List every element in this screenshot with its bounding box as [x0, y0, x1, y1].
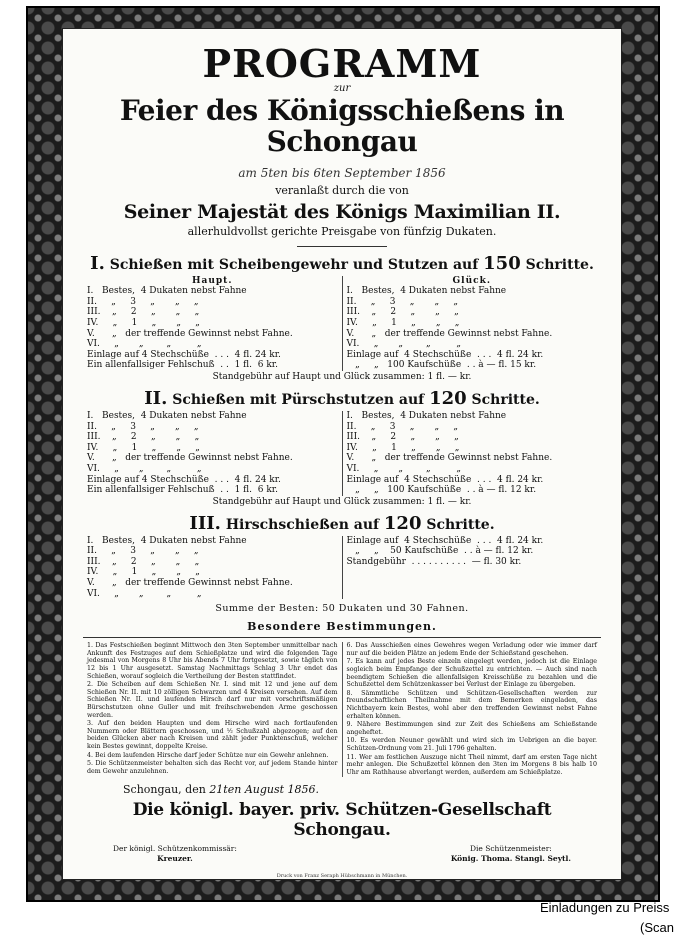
prize-row: II. „ 3 „ „ „	[346, 296, 459, 307]
divider	[297, 246, 387, 247]
rule-paragraph: 4. Bei dem laufenden Hirsche darf jeder Schütze nur ein Gewehr anlehnen.	[87, 751, 329, 759]
fee-row: Einlage auf 4 Stechschüße . . . 4 fl. 24 kr.	[346, 474, 544, 485]
prize-row: II. „ 3 „ „ „	[346, 421, 459, 432]
prize-row: III. „ 2 „ „ „	[346, 307, 459, 318]
fee-row: Ein allenfallsiger Fehlschuß . . 1 fl. 6 kr.	[87, 485, 278, 496]
preisgabe-line: allerhuldvollst gerichte Preisgabe von fünfzig Dukaten.	[187, 224, 497, 238]
prize-row: III. „ 2 „ „ „	[346, 432, 459, 443]
rule-paragraph: 7. Es kann auf jedes Beste einzeln eingelegt werden, jedoch ist die Einlage sogleich beim Empfange der Schußzettel zu entrichten. — Auch sind nach beendigtem Schießen die allenfallsigen Kreisschüße zu bezahlen und die Schußzettel dem Schützenkasser bei Verlust der Einlage zu übergeben.	[346, 658, 597, 689]
poster-title: PROGRAMM	[202, 41, 482, 86]
bestimmungen-left	[83, 642, 343, 777]
prize-row: III. „ 2 „ „ „	[87, 432, 200, 443]
hirsch-fees-column	[343, 536, 602, 600]
prize-row: V. „ der treffende Gewinnst nebst Fahne.	[87, 328, 293, 339]
fee-row: Standgebühr . . . . . . . . . . — fl. 30 kr.	[346, 556, 522, 567]
section2-table	[83, 411, 601, 496]
majestaet-heading: Seiner Majestät des Königs Maximilian II.	[123, 200, 561, 223]
rule-paragraph: 2. Die Scheiben auf dem Schießen Nr. I. sind mit 12 und jene auf dem Schießen Nr. II. mit 10 zölligen Schwarzen und 4 Kreisen versehen. Auf dem Schießen Nr. II. und laufenden Hirsch darf nur mit vorschriftsmäßigen Bürschstutzen ohne Guller und mit freihschwebenden Arme geschossen werden.	[87, 681, 338, 719]
fee-row: Einlage auf 4 Stechschüße . . . 4 fl. 24 kr.	[87, 474, 281, 485]
prize-row: I. Bestes, 4 Dukaten nebst Fahne	[87, 286, 247, 297]
prize-row: I. Bestes, 4 Dukaten nebst Fahne	[346, 286, 507, 297]
prize-row: V. „ der treffende Gewinnst nebst Fahne.	[87, 453, 293, 464]
handwritten-date-footer: 21ten August 1856.	[209, 783, 320, 797]
caption-line1: Einladungen zu Preiss	[540, 900, 670, 915]
rule-paragraph: 11. Wer am festlichen Auszuge nicht Theil nimmt, darf am ersten Tage nicht mehr anlegen. Die Schußzettel können den 3ten im Morgens 8 bis halb 10 Uhr am Rathhause abverlangt werden, außerdem am Schießplatze.	[346, 753, 597, 776]
prize-row: IV. „ 1 „ „ „	[346, 317, 460, 328]
rule-paragraph: 1. Das Festschießen beginnt Mittwoch den 3ten September unmittelbar nach Ankunft des Festzuges auf dem Schießplatze und wird die folgenden Tage jedesmal von Morgens 8 Uhr bis Abends 7 Uhr fortgesetzt, sowie täglich von 12 bis 1 Uhr ausgesetzt. Samstag Nachmittags Schlag 3 Uhr endet das Schießen, worauf sogleich die Vertheilung der Besten stattfindet.	[87, 642, 338, 680]
section1-total: Standgebühr auf Haupt und Glück zusammen: 1 fl. — kr.	[212, 371, 472, 382]
section1-title: I. Schießen mit Scheibengewehr und Stutzen auf 150 Schritte.	[90, 252, 594, 274]
glueck-heading: Glück.	[452, 275, 491, 286]
rule-paragraph: 6. Das Ausschießen eines Gewehres wegen Verladung oder wie immer darf nur auf die beiden Plätze an jedem Ende der Schießstand geschehen.	[346, 642, 597, 657]
signature-right: Die Schützenmeister: König. Thoma. Stangl. Seytl.	[450, 844, 571, 864]
rule-paragraph: 10. Es werden Neuner gewählt und wird sich im Uebrigen an die bayer. Schützen-Ordnung vom 21. Juli 1796 gehalten.	[346, 737, 597, 752]
prize-row: III. „ 2 „ „ „	[87, 307, 200, 318]
prize-row: IV. „ 1 „ „ „	[87, 567, 200, 578]
bestimmungen-right	[343, 642, 602, 777]
signature-left: Der königl. Schützenkommissär: Kreuzer.	[113, 844, 237, 864]
signatures	[83, 844, 601, 863]
haupt-column	[83, 411, 343, 496]
prize-row: VI. „ „ „ „	[346, 339, 462, 350]
haupt-heading: Haupt.	[192, 275, 233, 286]
fee-row: Einlage auf 4 Stechschüße . . . 4 fl. 24 kr.	[346, 535, 544, 546]
place-date: Schongau, den 21ten August 1856.	[123, 783, 320, 797]
caption-line2: (Scan	[640, 920, 674, 935]
poster-sheet	[62, 28, 622, 880]
prize-row: VI. „ „ „ „	[87, 339, 202, 350]
zur-line: zur	[333, 83, 351, 94]
glueck-column	[343, 276, 602, 371]
prize-row: I. Bestes, 4 Dukaten nebst Fahne	[87, 410, 247, 421]
section2-title: II. Schießen mit Pürschstutzen auf 120 Schritte.	[144, 387, 540, 409]
haupt-column	[83, 276, 343, 371]
hirsch-prizes-column	[83, 536, 343, 600]
prize-row: V. „ der treffende Gewinnst nebst Fahne.	[346, 328, 553, 339]
prize-row: IV. „ 1 „ „ „	[87, 442, 200, 453]
bestimmungen-body	[83, 642, 601, 777]
prize-row: I. Bestes, 4 Dukaten nebst Fahne	[346, 410, 507, 421]
section3-title: III. Hirschschießen auf 120 Schritte.	[189, 512, 495, 534]
gesellschaft-name: Die königl. bayer. priv. Schützen-Gesellschaft Schongau.	[132, 800, 552, 841]
section2-total: Standgebühr auf Haupt und Glück zusammen: 1 fl. — kr.	[212, 496, 472, 507]
prize-row: I. Bestes, 4 Dukaten nebst Fahne	[87, 535, 247, 546]
section3-table	[83, 536, 601, 600]
glueck-column	[343, 411, 602, 496]
fee-row: Einlage auf 4 Stechschüße . . . 4 fl. 24 kr.	[87, 349, 281, 360]
summe-line: Summe der Besten: 50 Dukaten und 30 Fahnen.	[215, 603, 469, 615]
prize-row: IV. „ 1 „ „ „	[346, 442, 460, 453]
handwritten-date: am 5ten bis 6ten September 1856	[238, 165, 446, 180]
rule-paragraph: 9. Nähere Bestimmungen sind zur Zeit des Schießens am Schießstande angeheftet.	[346, 721, 597, 736]
veranlasst-line: veranlaßt durch die von	[275, 183, 409, 197]
bestimmungen-title: Besondere Bestimmungen.	[247, 620, 437, 634]
prize-row: V. „ der treffende Gewinnst nebst Fahne.	[87, 578, 293, 589]
prize-row: II. „ 3 „ „ „	[87, 296, 199, 307]
prize-row: II. „ 3 „ „ „	[87, 421, 199, 432]
prize-row: IV. „ 1 „ „ „	[87, 317, 200, 328]
printer-imprint: Druck von Franz Seraph Hübschmann in München.	[276, 873, 408, 880]
section1-table	[83, 276, 601, 371]
fee-row: „ „ 100 Kaufschüße . . à — fl. 12 kr.	[346, 485, 537, 496]
prize-row: III. „ 2 „ „ „	[87, 556, 200, 567]
fee-row: „ „ 100 Kaufschüße . . à — fl. 15 kr.	[346, 360, 537, 371]
fee-row: „ „ 50 Kaufschüße . . à — fl. 12 kr.	[346, 546, 534, 557]
feier-heading: Feier des Königsschießens in Schongau	[119, 94, 565, 158]
rule-paragraph: 5. Die Schützenmeister behalten sich das Recht vor, auf jedem Stande hinter dem Gewehr anzulehnen.	[87, 760, 338, 775]
prize-row: VI. „ „ „ „	[87, 588, 202, 599]
prize-row: V. „ der treffende Gewinnst nebst Fahne.	[346, 453, 553, 464]
prize-row: VI. „ „ „ „	[346, 463, 462, 474]
rule-paragraph: 3. Auf den beiden Haupten und dem Hirsche wird nach fortlaufenden Nummern oder Blättern geschossen, und ½ Schußzahl abgezogen; auf den beiden Glücken aber nach Kreisen und zählt jeder Punktenschuß, welcher kein Bestes gewinnt, doppelte Kreise.	[87, 720, 338, 750]
rule-paragraph: 8. Sämmtliche Schützen und Schützen-Gesellschaften werden zur freundschaftlichen Theilnahme mit dem Bemerken eingeladen, das Nichtbayern kein Bestes, wohl aber den treffenden Gewinnst nebst Fahne erhalten können.	[346, 689, 597, 720]
prize-row: II. „ 3 „ „ „	[87, 546, 199, 557]
prize-row: VI. „ „ „ „	[87, 463, 202, 474]
divider	[83, 637, 601, 638]
fee-row: Einlage auf 4 Stechschüße . . . 4 fl. 24 kr.	[346, 349, 544, 360]
fee-row: Ein allenfallsiger Fehlschuß . . 1 fl. 6 kr.	[87, 360, 278, 371]
